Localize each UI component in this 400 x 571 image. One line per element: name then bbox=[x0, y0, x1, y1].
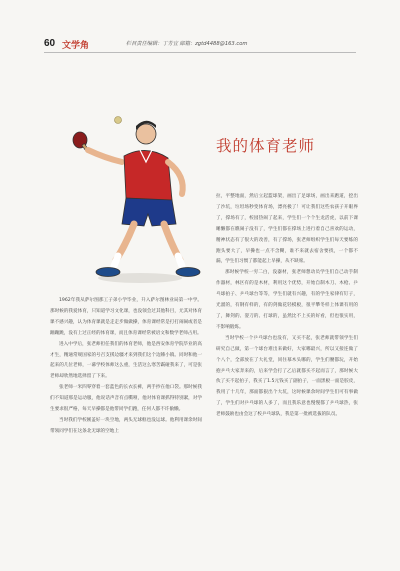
page-number: 60 bbox=[44, 38, 56, 49]
article-column-left bbox=[50, 296, 202, 438]
header-divider bbox=[44, 52, 356, 53]
table-tennis-player-illustration bbox=[60, 100, 220, 290]
paragraph: 进入中学后，张老师担任我们的体育老师，他是西安体育学院毕业的高才生，精通常规国家的号召支援边疆才来到我们这个边陲小镇。同时和他一起来的几位老师，一幕学校体师这么重，生活这么寒苦霸碰我来了，可是张老师却欣然地选择留了下来。 bbox=[50, 341, 202, 380]
paragraph: 当时学校一个乒乓球台也没有，又买不起，张老师就带领学生们研究自己做，第一个球台难出来做好，大家哪最兴，所以又接连做了个八个，全部放在了大礼堂，同住慕木头哪的，学生们腰都玩，开始抱乒乓大家奔来的，后来学会打了乙后就都买不起而言了，那时候大伙了买不起拍子，我买了1.5元钱买了副拍子，一面黑板一面是胶皮，我用了十几年，那面都狠出个大坑，这时候课余时间学生们可有事做了，学生们对乒乓球的人多了，而且我乐意也慢慢都了乒乓球热，张老师鼓励也由会这了校乒乓球队，我是第一批被选拔的队员。 bbox=[216, 335, 358, 418]
paragraph: 拉，平整地面，然后立起篮球架，画出了足球场，画出来跑道，挖出了沙坑，垃坦场秒变体育场，漂亮极了！可让我们这些农孩子开眼界了，撑场有了，校园热闹了起来，学生们一个个生龙活虎，以前下课睡懒都在瞧闹子没有了，学生们都在撑场上进行着自己喜欢的运动，精神状态有了很大的改善，有了撑场，张老师组织学生们每天要练的跑头要大了，早操也一点不含糊，谁不来就去宿舍要找，一个都不漏，学生们习惯了都能起上早操，从不缺席。 bbox=[216, 194, 358, 265]
article-column-right bbox=[216, 192, 358, 421]
paragraph: 那时候学校一穷二白，没器材，张老师想动员学生们自己动手制作器材，林区有的是木材，利用这个优势，开始自制木刀、木枪、乒乓球拍子、乒乓球台等等，学生们就有兴趣，有的学生家律有钉子，光溜的，有钢有样的，有的剑做花轻模板，很平攀冬样上体课有用的了，舞剑的、耍刀的、打球的，虽然比不上买的好看，但也很实用，不影响锻炼。 bbox=[216, 270, 358, 330]
article-title: 我的体育老师 bbox=[216, 137, 316, 155]
editor-credit: 栏目责任编辑：丁芳宜 邮箱：zgtd4488@163.com bbox=[126, 41, 248, 47]
paragraph: 1962年我从萨尔图那工子弟小学毕业，升入萨尔图林业局第一中学。那时候的我爱体育，只知道学习文化课，也没领会过其他科目，尤其对体育课不感兴趣，认为体育课就是走走步做做操，体育课经常是打打闹闹或者是蹦蹦跳，没有上过正经的体育课，而且体育课经常被语文和数学老师占用。 bbox=[50, 298, 202, 336]
ball-icon bbox=[115, 117, 122, 124]
section-title: 文学角 bbox=[62, 41, 90, 51]
paragraph: 当时我们学校刚盖好一块空地，两头无球框也没运球。他利用课余时间带领同学们在这条北无球的空地上 bbox=[50, 417, 202, 434]
page-header bbox=[0, 36, 400, 52]
paragraph: 张老师一米四零穿着一套蓝色的长衣长裤，两手抄在他口袋。那时候我们不知道那是运动服，他说话声音有点嘶哑，他对体育课抓得特别紧，对学生要求很严格，每天早操都是他带同学们跑，任何人都不许偷懒。 bbox=[50, 385, 202, 413]
